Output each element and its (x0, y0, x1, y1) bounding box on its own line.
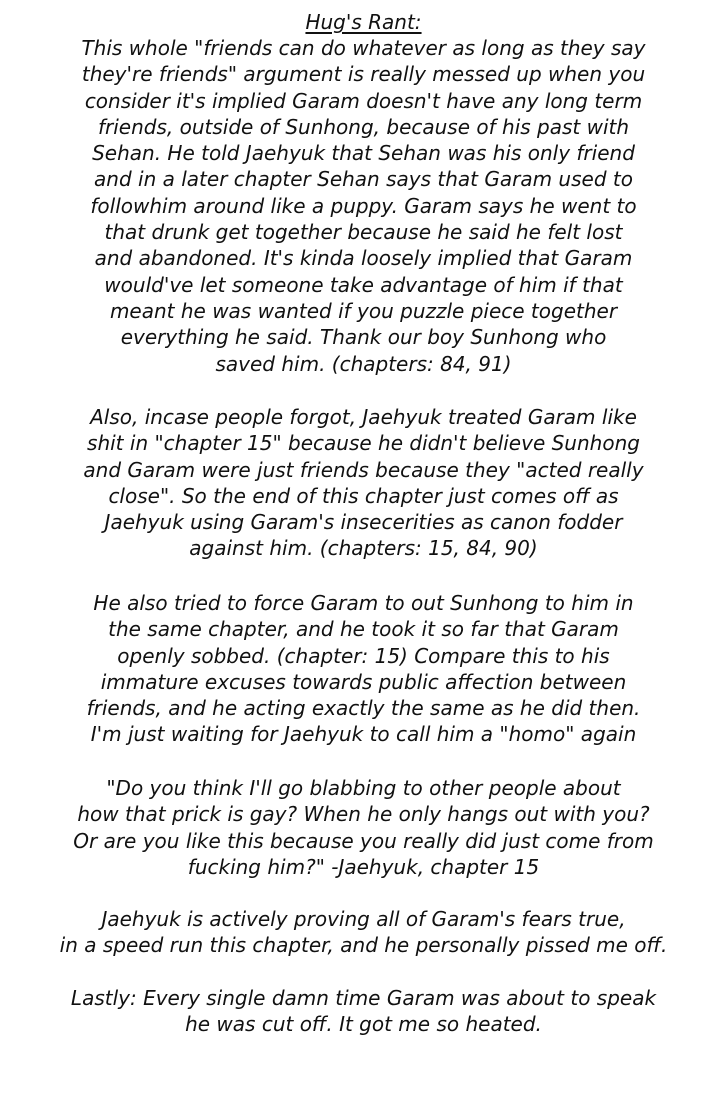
text-line: against him. (chapters: 15, 84, 90) (189, 536, 538, 561)
text-line: followhim around like a puppy. Garam says he went to (90, 193, 637, 218)
paragraph-chapter-15 (20, 404, 707, 562)
text-line: and in a later chapter Sehan says that Garam used to (94, 167, 633, 192)
text-line: Jaehyuk is actively proving all of Garam's fears true, (101, 907, 626, 931)
text-line: consider it's implied Garam doesn't have any long term (84, 88, 643, 113)
paragraph-force-out (20, 590, 707, 748)
text-line: friends, and he acting exactly the same as he did then. (86, 696, 641, 721)
text-line: everything he said. Thank our boy Sunhong who (120, 325, 607, 350)
paragraph-lastly (20, 985, 707, 1038)
page-title: Hug's Rant: (305, 10, 422, 34)
text-line: openly sobbed. (chapter: 15) Compare this to his (117, 643, 610, 668)
quote-line: "Do you think I'll go blabbing to other people about (106, 776, 621, 800)
text-line: Sehan. He told Jaehyuk that Sehan was his only friend (92, 141, 635, 166)
text-line: immature excuses towards public affection between (100, 669, 627, 694)
text-line: would've let someone take advantage of him if that (104, 272, 623, 297)
text-line: friends, outside of Sunhong, because of his past with (97, 114, 630, 139)
text-line: Jaehyuk using Garam's insecerities as canon fodder (104, 510, 623, 535)
text-line: shit in "chapter 15" because he didn't believe Sunhong (87, 431, 640, 456)
paragraph-garam-friends (20, 35, 707, 377)
quote-line: Or are you like this because you really did just come from (73, 828, 654, 853)
text-line: saved him. (chapters: 84, 91) (215, 351, 512, 376)
text-line: meant he was wanted if you puzzle piece together (109, 298, 618, 323)
text-line: He also tried to force Garam to out Sunhong to him in (93, 591, 634, 615)
text-line: and Garam were just friends because they "acted really (83, 457, 644, 482)
quote-line: fucking him?" -Jaehyuk, chapter 15 (187, 854, 540, 879)
text-line: I'm just waiting for Jaehyuk to call him a "homo" again (90, 722, 637, 747)
quote-block (20, 775, 707, 880)
text-line: the same chapter, and he took it so far that Garam (108, 617, 619, 642)
quote-line: how that prick is gay? When he only hangs out with you? (77, 802, 650, 827)
text-line: they're friends" argument is really messed up when you (81, 62, 646, 87)
text-line: close". So the end of this chapter just comes off as (108, 483, 619, 508)
text-line: Lastly: Every single damn time Garam was about to speak (70, 986, 657, 1010)
paragraph-speed-run (20, 906, 707, 959)
text-line: This whole "friends can do whatever as long as they say (81, 36, 646, 60)
text-line: he was cut off. It got me so heated. (185, 1012, 542, 1037)
text-line: in a speed run this chapter, and he personally pissed me off. (59, 933, 668, 958)
text-line: that drunk get together because he said he felt lost (104, 220, 623, 245)
text-line: Also, incase people forgot, Jaehyuk treated Garam like (90, 405, 637, 429)
text-line: and abandoned. It's kinda loosely implied that Garam (94, 246, 633, 271)
